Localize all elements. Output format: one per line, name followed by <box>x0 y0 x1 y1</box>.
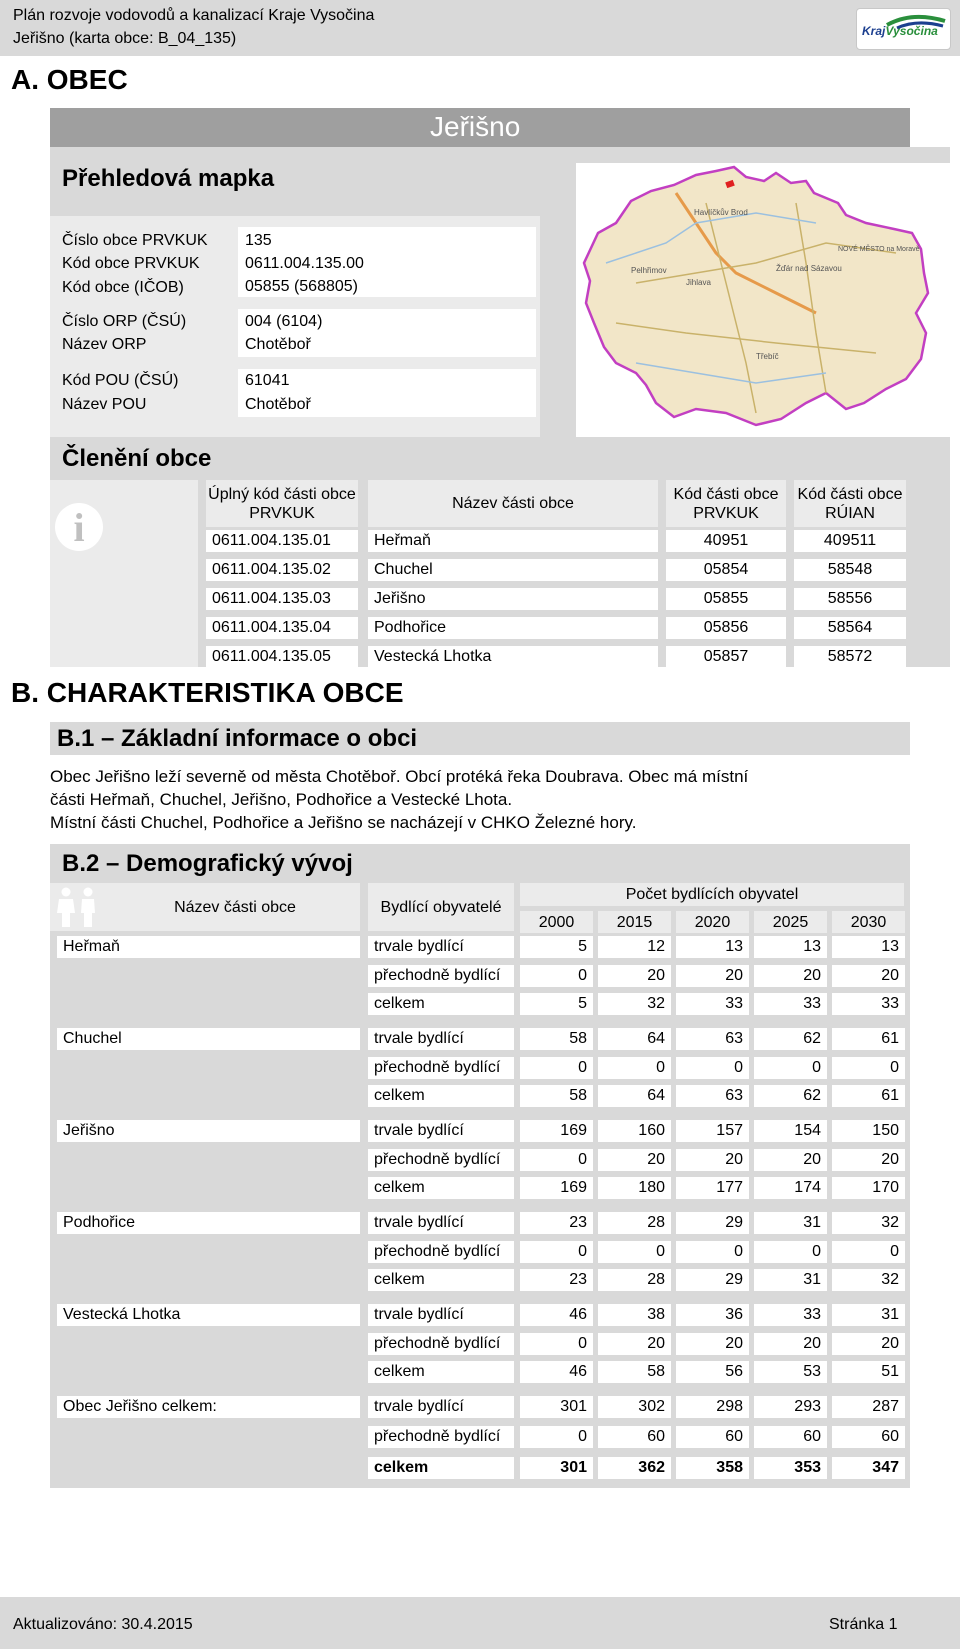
demography-value: 0 <box>520 1333 593 1355</box>
cleneni-header: Úplný kód části obce PRVKUK <box>206 480 358 527</box>
cleneni-cell: Heřmaň <box>368 530 658 552</box>
demography-value: 301 <box>520 1457 593 1479</box>
demography-resident-type: přechodně bydlící <box>368 965 514 987</box>
demography-resident-type: přechodně bydlící <box>368 1149 514 1171</box>
cleneni-title: Členění obce <box>62 445 212 472</box>
demography-value: 28 <box>598 1212 671 1234</box>
demography-value: 62 <box>754 1028 827 1050</box>
demography-value: 0 <box>520 965 593 987</box>
demography-value: 150 <box>832 1120 905 1142</box>
demography-value: 298 <box>676 1396 749 1418</box>
demography-value: 63 <box>676 1085 749 1107</box>
b1-text-line: Místní části Chuchel, Podhořice a Jeřišno se nacházejí v CHKO Železné hory. <box>50 813 637 832</box>
demography-value: 5 <box>520 993 593 1015</box>
demography-value: 0 <box>754 1241 827 1263</box>
demography-value: 169 <box>520 1120 593 1142</box>
demography-value: 20 <box>676 1333 749 1355</box>
cleneni-cell: 0611.004.135.01 <box>206 530 358 552</box>
demography-value: 29 <box>676 1269 749 1291</box>
demography-value: 58 <box>520 1085 593 1107</box>
demography-value: 177 <box>676 1177 749 1199</box>
demography-value: 0 <box>832 1057 905 1079</box>
b1-text-line: části Heřmaň, Chuchel, Jeřišno, Podhořice a Vestecké Lhota. <box>50 790 513 809</box>
demography-resident-type: přechodně bydlící <box>368 1426 514 1448</box>
demography-value: 31 <box>754 1269 827 1291</box>
demography-resident-type: přechodně bydlící <box>368 1241 514 1263</box>
demography-value: 33 <box>832 993 905 1015</box>
demography-value: 33 <box>754 1304 827 1326</box>
demography-value: 20 <box>598 965 671 987</box>
demography-value: 12 <box>598 936 671 958</box>
demography-value: 20 <box>598 1149 671 1171</box>
overview-map <box>576 163 950 439</box>
b2-header-year: 2015 <box>598 911 671 933</box>
demography-value: 157 <box>676 1120 749 1142</box>
cleneni-header: Název části obce <box>368 480 658 527</box>
cleneni-cell: Podhořice <box>368 617 658 639</box>
demography-resident-type: trvale bydlící <box>368 1120 514 1142</box>
demography-value: 13 <box>754 936 827 958</box>
cleneni-cell: 58548 <box>794 559 906 581</box>
demography-resident-type: trvale bydlící <box>368 1212 514 1234</box>
info-label: Kód obce PRVKUK <box>62 255 200 272</box>
demography-part-name: Heřmaň <box>57 936 360 958</box>
demography-part-name: Chuchel <box>57 1028 360 1050</box>
demography-value: 31 <box>832 1304 905 1326</box>
info-label: Kód obce (IČOB) <box>62 279 184 296</box>
cleneni-cell: Vestecká Lhotka <box>368 646 658 668</box>
demography-value: 174 <box>754 1177 827 1199</box>
demography-value: 13 <box>676 936 749 958</box>
demography-value: 20 <box>676 1149 749 1171</box>
cleneni-cell: 0611.004.135.03 <box>206 588 358 610</box>
cleneni-header: Kód části obce PRVKUK <box>666 480 786 527</box>
demography-value: 32 <box>598 993 671 1015</box>
demography-value: 160 <box>598 1120 671 1142</box>
demography-value: 180 <box>598 1177 671 1199</box>
demography-value: 32 <box>832 1212 905 1234</box>
demography-resident-type: celkem <box>368 1177 514 1199</box>
b2-header-year: 2025 <box>754 911 827 933</box>
demography-value: 0 <box>676 1241 749 1263</box>
demography-resident-type: trvale bydlící <box>368 1396 514 1418</box>
info-label: Číslo ORP (ČSÚ) <box>62 313 187 330</box>
b2-header-count: Počet bydlících obyvatel <box>520 883 904 906</box>
demography-value: 5 <box>520 936 593 958</box>
demography-value: 29 <box>676 1212 749 1234</box>
cleneni-cell: 40951 <box>666 530 786 552</box>
demography-value: 20 <box>832 965 905 987</box>
demography-resident-type: trvale bydlící <box>368 1304 514 1326</box>
demography-resident-type: přechodně bydlící <box>368 1333 514 1355</box>
info-label: Číslo obce PRVKUK <box>62 232 208 249</box>
demography-value: 0 <box>598 1057 671 1079</box>
demography-value: 20 <box>754 965 827 987</box>
info-value: 0611.004.135.00 <box>245 255 364 272</box>
b2-header-part-label: Název části obce <box>174 898 296 916</box>
info-value: 61041 <box>245 372 290 389</box>
b1-title: B.1 – Základní informace o obci <box>57 725 418 752</box>
demography-value: 358 <box>676 1457 749 1479</box>
demography-value: 46 <box>520 1304 593 1326</box>
demography-value: 154 <box>754 1120 827 1142</box>
demography-value: 60 <box>832 1426 905 1448</box>
section-b-title: B. CHARAKTERISTIKA OBCE <box>11 677 404 708</box>
demography-value: 33 <box>754 993 827 1015</box>
demography-value: 28 <box>598 1269 671 1291</box>
footer-page-number: Stránka 1 <box>829 1616 898 1633</box>
demography-value: 23 <box>520 1269 593 1291</box>
cleneni-cell: 0611.004.135.05 <box>206 646 358 668</box>
people-icon <box>55 887 99 932</box>
demography-value: 13 <box>832 936 905 958</box>
info-value: 004 (6104) <box>245 313 323 330</box>
demography-value: 38 <box>598 1304 671 1326</box>
demography-value: 0 <box>520 1057 593 1079</box>
demography-value: 58 <box>520 1028 593 1050</box>
demography-value: 0 <box>676 1057 749 1079</box>
demography-value: 36 <box>676 1304 749 1326</box>
demography-value: 293 <box>754 1396 827 1418</box>
demography-value: 0 <box>598 1241 671 1263</box>
demography-value: 61 <box>832 1085 905 1107</box>
demography-part-name: Podhořice <box>57 1212 360 1234</box>
cleneni-cell: 0611.004.135.02 <box>206 559 358 581</box>
cleneni-cell: 58564 <box>794 617 906 639</box>
demography-value: 23 <box>520 1212 593 1234</box>
demography-value: 20 <box>676 965 749 987</box>
cleneni-cell: Jeřišno <box>368 588 658 610</box>
demography-value: 60 <box>754 1426 827 1448</box>
b1-text-line: Obec Jeřišno leží severně od města Chotěboř. Obcí protéká řeka Doubrava. Obec má místní <box>50 767 749 786</box>
demography-value: 0 <box>754 1057 827 1079</box>
demography-value: 61 <box>832 1028 905 1050</box>
cleneni-cell: 58572 <box>794 646 906 668</box>
demography-value: 62 <box>754 1085 827 1107</box>
demography-value: 302 <box>598 1396 671 1418</box>
municipality-name: Jeřišno <box>430 111 521 142</box>
map-label: Třebíč <box>756 352 779 361</box>
demography-resident-type: přechodně bydlící <box>368 1057 514 1079</box>
demography-value: 20 <box>754 1333 827 1355</box>
demography-value: 51 <box>832 1361 905 1383</box>
map-label: Žďár nad Sázavou <box>776 264 842 273</box>
demography-value: 64 <box>598 1085 671 1107</box>
info-value: Chotěboř <box>245 396 311 413</box>
demography-value: 46 <box>520 1361 593 1383</box>
demography-value: 353 <box>754 1457 827 1479</box>
demography-resident-type: celkem <box>368 993 514 1015</box>
info-label: Název POU <box>62 396 147 413</box>
demography-value: 170 <box>832 1177 905 1199</box>
demography-value: 0 <box>520 1426 593 1448</box>
cleneni-cell: 409511 <box>794 530 906 552</box>
demography-value: 53 <box>754 1361 827 1383</box>
demography-value: 60 <box>676 1426 749 1448</box>
cleneni-cell: 05856 <box>666 617 786 639</box>
demography-value: 20 <box>598 1333 671 1355</box>
cleneni-cell: 58556 <box>794 588 906 610</box>
info-icon: i <box>55 503 103 551</box>
info-label: Kód POU (ČSÚ) <box>62 372 179 389</box>
document-subtitle: Jeřišno (karta obce: B_04_135) <box>13 30 237 47</box>
info-value: 135 <box>245 232 272 249</box>
demography-value: 32 <box>832 1269 905 1291</box>
demography-value: 64 <box>598 1028 671 1050</box>
b2-title: B.2 – Demografický vývoj <box>62 850 353 877</box>
demography-resident-type: celkem <box>368 1361 514 1383</box>
demography-value: 287 <box>832 1396 905 1418</box>
demography-value: 56 <box>676 1361 749 1383</box>
demography-value: 58 <box>598 1361 671 1383</box>
b2-header-residents: Bydlící obyvatelé <box>368 883 514 931</box>
demography-resident-type: trvale bydlící <box>368 936 514 958</box>
demography-part-name: Obec Jeřišno celkem: <box>57 1396 360 1418</box>
demography-resident-type: trvale bydlící <box>368 1028 514 1050</box>
demography-value: 0 <box>520 1149 593 1171</box>
map-label: Pelhřimov <box>631 266 667 275</box>
logo-text: KrajVysočina <box>862 24 938 38</box>
demography-value: 20 <box>832 1149 905 1171</box>
demography-value: 362 <box>598 1457 671 1479</box>
demography-value: 0 <box>520 1241 593 1263</box>
b2-header-year: 2020 <box>676 911 749 933</box>
demography-value: 0 <box>832 1241 905 1263</box>
document-title: Plán rozvoje vodovodů a kanalizací Kraje Vysočina <box>13 7 375 24</box>
demography-value: 20 <box>754 1149 827 1171</box>
cleneni-cell: 05855 <box>666 588 786 610</box>
info-value: Chotěboř <box>245 336 311 353</box>
info-label: Název ORP <box>62 336 147 353</box>
b2-header-year: 2000 <box>520 911 593 933</box>
demography-value: 33 <box>676 993 749 1015</box>
demography-value: 301 <box>520 1396 593 1418</box>
section-a-title: A. OBEC <box>11 64 128 95</box>
footer-updated: Aktualizováno: 30.4.2015 <box>13 1616 193 1633</box>
demography-resident-type: celkem <box>368 1085 514 1107</box>
map-label: Havlíčkův Brod <box>694 208 748 217</box>
demography-value: 169 <box>520 1177 593 1199</box>
demography-value: 347 <box>832 1457 905 1479</box>
info-value: 05855 (568805) <box>245 278 358 295</box>
overview-map-title: Přehledová mapka <box>62 165 275 192</box>
map-label: NOVÉ MĚSTO na Moravě <box>838 246 920 253</box>
cleneni-cell: 0611.004.135.04 <box>206 617 358 639</box>
demography-value: 20 <box>832 1333 905 1355</box>
demography-part-name: Vestecká Lhotka <box>57 1304 360 1326</box>
demography-resident-type: celkem <box>368 1269 514 1291</box>
cleneni-cell: Chuchel <box>368 559 658 581</box>
map-label: Jihlava <box>686 278 711 287</box>
demography-part-name: Jeřišno <box>57 1120 360 1142</box>
cleneni-cell: 05854 <box>666 559 786 581</box>
b2-header-year: 2030 <box>832 911 905 933</box>
cleneni-header: Kód části obce RÚIAN <box>794 480 906 527</box>
demography-value: 63 <box>676 1028 749 1050</box>
demography-value: 31 <box>754 1212 827 1234</box>
cleneni-cell: 05857 <box>666 646 786 668</box>
demography-value: 60 <box>598 1426 671 1448</box>
demography-resident-type: celkem <box>368 1457 514 1479</box>
